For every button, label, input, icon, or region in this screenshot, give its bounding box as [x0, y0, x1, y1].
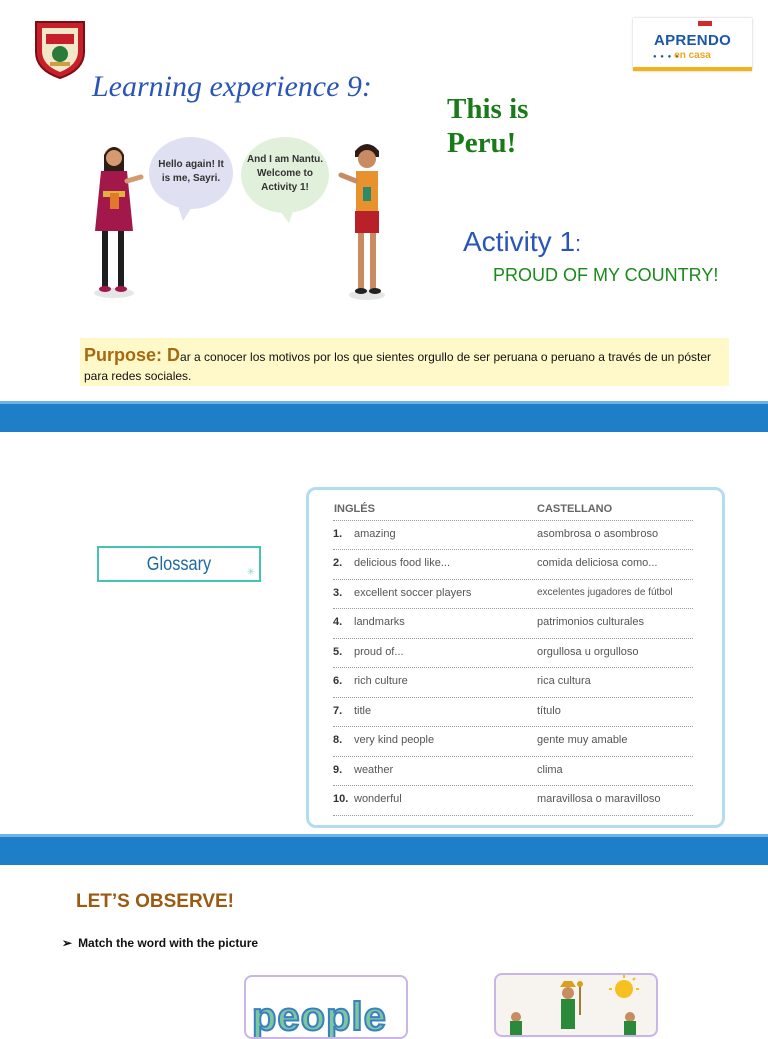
table-row — [333, 638, 693, 668]
row-english: very kind people — [354, 734, 435, 746]
glossary-label-box — [97, 546, 261, 582]
row-spanish: asombrosa o asombroso — [537, 528, 659, 540]
row-number: 5. — [333, 646, 343, 658]
row-spanish: maravillosa o maravilloso — [537, 793, 661, 805]
instruction-item — [62, 936, 258, 950]
activity-subtitle: PROUD OF MY COUNTRY! — [493, 265, 719, 285]
activity-colon: : — [575, 231, 582, 256]
characters-illustration — [85, 135, 395, 310]
flag-icon — [698, 21, 712, 26]
card-word: people — [252, 995, 387, 1039]
row-spanish: gente muy amable — [537, 734, 628, 746]
word-card-people[interactable] — [244, 975, 408, 1039]
row-number: 8. — [333, 734, 343, 746]
row-english: landmarks — [354, 616, 405, 628]
table-row — [333, 667, 693, 697]
row-number: 4. — [333, 616, 343, 628]
glossary-table — [306, 487, 725, 828]
sayri-character — [94, 147, 141, 298]
row-number: 2. — [333, 557, 343, 569]
table-row — [333, 579, 693, 609]
row-spanish: comida deliciosa como... — [537, 557, 658, 569]
row-spanish: patrimonios culturales — [537, 616, 644, 628]
sparkle-icon: ✳ — [246, 567, 255, 578]
row-number: 1. — [333, 528, 343, 540]
row-english: wonderful — [354, 793, 402, 805]
lets-observe-heading: LET’S OBSERVE! — [76, 891, 235, 912]
sayri-line-2: is me, Sayri. — [161, 173, 221, 184]
row-number: 6. — [333, 675, 343, 687]
aprendo-en-casa-logo — [633, 18, 752, 71]
table-row — [333, 756, 693, 786]
purpose-label: Purpose: D — [84, 345, 181, 365]
row-number: 7. — [333, 705, 343, 717]
school-crest-logo — [32, 18, 88, 80]
table-row — [333, 549, 693, 579]
logo-stripe — [633, 67, 752, 71]
title-line-1: This is — [447, 93, 529, 125]
sayri-speech-bubble — [149, 137, 233, 221]
logo-text-en-casa: en casa — [674, 50, 711, 61]
table-row — [333, 726, 693, 756]
row-english: weather — [354, 764, 394, 776]
row-number: 9. — [333, 764, 343, 776]
arrow-bullet-icon: ➢ — [62, 936, 73, 950]
table-row — [333, 608, 693, 638]
row-spanish: título — [537, 705, 561, 717]
nantu-speech-bubble — [241, 137, 329, 223]
picture-card[interactable] — [494, 973, 658, 1037]
glossary-label: Glossary — [146, 554, 212, 575]
row-english: rich culture — [354, 675, 408, 687]
purpose-paragraph — [84, 346, 724, 386]
nantu-line-2: Welcome to — [257, 168, 313, 179]
instruction-text: Match the word with the picture — [78, 936, 259, 950]
row-english: amazing — [354, 528, 396, 540]
table-row — [333, 520, 693, 550]
header-english: INGLÉS — [334, 503, 375, 515]
blue-divider-band-bottom — [0, 834, 768, 865]
row-english: title — [354, 705, 372, 717]
row-english: excellent soccer players — [354, 587, 472, 599]
table-row — [333, 785, 693, 816]
row-spanish: orgullosa u orgulloso — [537, 646, 639, 658]
sayri-line-1: Hello again! It — [158, 159, 224, 170]
activity-heading — [463, 226, 581, 258]
nantu-line-1: And I am Nantu. — [246, 154, 324, 165]
row-english: proud of... — [354, 646, 404, 658]
title-line-2: Peru! — [447, 127, 517, 159]
row-number: 10. — [333, 793, 349, 805]
row-english: delicious food like... — [354, 557, 450, 569]
nantu-character — [341, 144, 385, 300]
logo-dots: ● ● ● ● — [653, 54, 680, 60]
row-spanish: clima — [537, 764, 563, 776]
blue-divider-band-top — [0, 401, 768, 432]
row-spanish: rica cultura — [537, 675, 591, 687]
row-spanish: excelentes jugadores de fútbol — [537, 587, 673, 598]
nantu-line-3: Activity 1! — [261, 182, 309, 193]
picture-card-illustration — [496, 975, 656, 1035]
purpose-text: ar a conocer los motivos por los que sientes orgullo de ser peruana o peruano a través de un póster para redes sociales. — [84, 350, 711, 383]
table-row — [333, 697, 693, 727]
row-number: 3. — [333, 587, 343, 599]
activity-label: Activity 1 — [463, 226, 576, 257]
this-is-peru-title — [447, 92, 567, 160]
learning-experience-title: Learning experience 9: — [92, 70, 372, 103]
header-spanish: CASTELLANO — [537, 503, 613, 515]
logo-text-aprendo: APRENDO — [653, 32, 732, 49]
purpose-box — [80, 338, 729, 386]
